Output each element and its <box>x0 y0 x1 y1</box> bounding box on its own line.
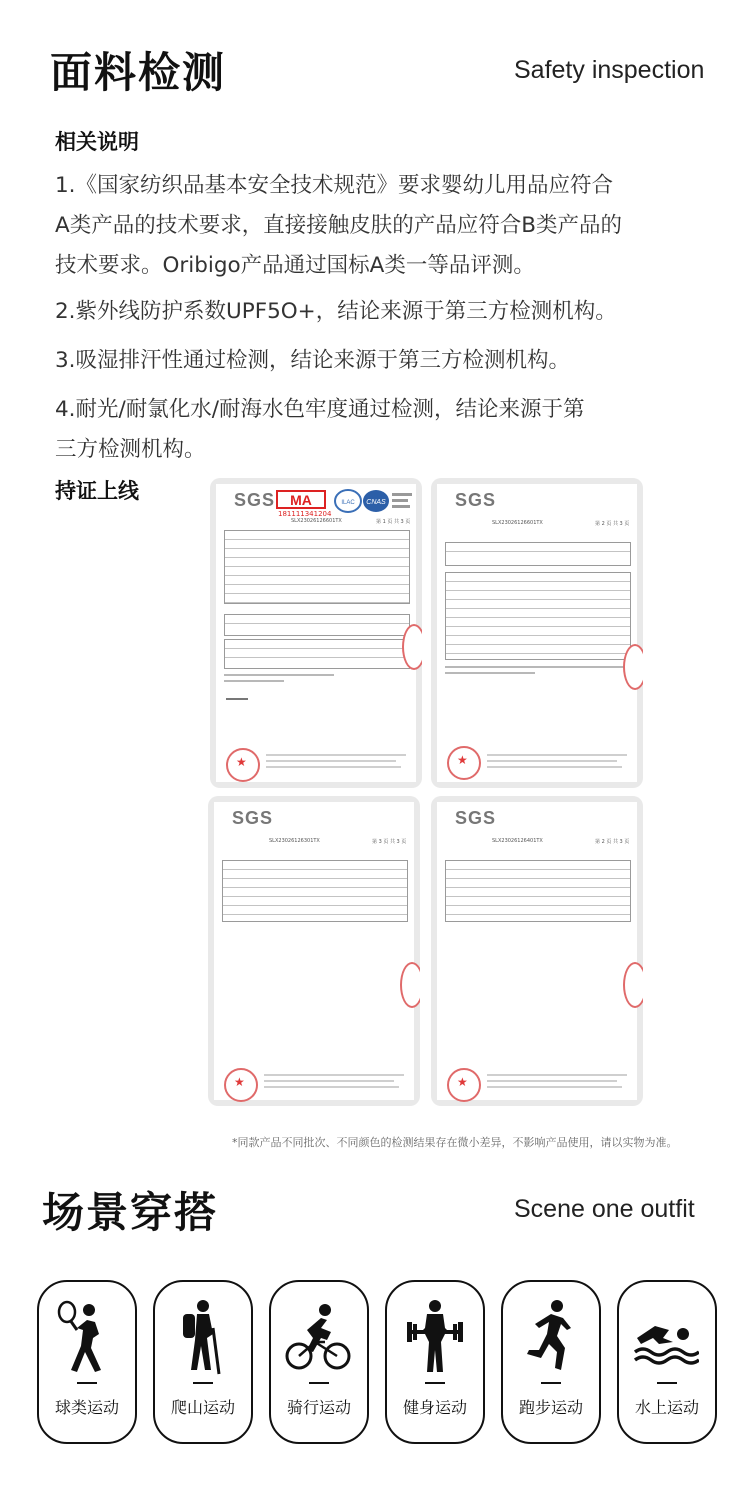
report-number: SLX23026126401TX <box>492 838 543 844</box>
sport-label: 跑步运动 <box>518 1398 583 1417</box>
red-stamp-icon <box>447 746 481 780</box>
disclaimer-note: *同款产品不同批次、不同颜色的检测结果存在微小差异，不影响产品使用，请以实物为准。 <box>232 1136 678 1149</box>
point-4-line-1: 4.耐光/耐氯化水/耐海水色牢度通过检测，结论来源于第 <box>55 397 585 422</box>
red-stamp-icon <box>224 1068 258 1102</box>
scene-title: 场景穿搭 <box>42 1188 219 1237</box>
svg-text:CNAS: CNAS <box>366 499 386 506</box>
report-table <box>224 530 410 604</box>
svg-text:ILAC: ILAC <box>341 500 355 506</box>
sgs-logo: SGS <box>232 808 274 828</box>
sport-card-running <box>501 1280 601 1444</box>
explain-heading: 相关说明 <box>55 130 139 154</box>
weightlifter-icon <box>405 1298 465 1378</box>
results-table <box>445 860 631 922</box>
point-1-line-1: 1.《国家纺织品基本安全技术规范》要求婴幼儿用品应符合 <box>55 173 614 198</box>
svg-text:MA: MA <box>290 492 312 508</box>
certificate-page-2 <box>431 478 643 788</box>
safety-title: 面料检测 <box>50 48 227 97</box>
page-number: 第 3 页 共 3 页 <box>372 839 407 845</box>
scene-subtitle: Scene one outfit <box>514 1195 695 1223</box>
page-number: 第 1 页 共 3 页 <box>376 519 411 525</box>
point-2: 2.紫外线防护系数UPF5O+，结论来源于第三方检测机构。 <box>55 299 617 324</box>
sport-card-water <box>617 1280 717 1444</box>
certificate-page-1 <box>210 478 422 788</box>
point-3: 3.吸湿排汗性通过检测，结论来源于第三方检测机构。 <box>55 348 571 373</box>
point-1-line-2: A类产品的技术要求，直接接触皮肤的产品应符合B类产品的 <box>55 213 622 238</box>
sgs-logo: SGS <box>455 490 497 510</box>
cert-heading: 持证上线 <box>55 479 139 503</box>
report-number: SLX23026126301TX <box>269 838 320 844</box>
cyclist-icon <box>285 1298 351 1378</box>
page-number: 第 2 页 共 3 页 <box>595 521 630 527</box>
point-4-line-2: 三方检测机构。 <box>55 437 206 462</box>
page-number: 第 2 页 共 3 页 <box>595 839 630 845</box>
point-1-line-3: 技术要求。Oribigo产品通过国标A类一等品评测。 <box>55 253 535 278</box>
sport-card-fitness <box>385 1280 485 1444</box>
accreditation-logos-icon <box>334 488 414 514</box>
report-number: SLX23026126601TX <box>492 520 543 526</box>
ma-number: 181111341204 <box>278 510 332 518</box>
explanation-text <box>55 166 735 470</box>
sport-card-ball <box>37 1280 137 1444</box>
sport-label: 爬山运动 <box>170 1398 235 1417</box>
runner-icon <box>521 1298 581 1378</box>
sgs-logo: SGS <box>455 808 497 828</box>
certificate-page-3 <box>208 796 420 1106</box>
swimmer-icon <box>633 1298 699 1378</box>
sport-card-cycling <box>269 1280 369 1444</box>
results-table <box>222 860 408 922</box>
report-number: SLX23026126601TX <box>291 518 342 524</box>
sport-card-hiking <box>153 1280 253 1444</box>
red-stamp-icon <box>447 1068 481 1102</box>
results-table <box>445 572 631 660</box>
sport-label: 水上运动 <box>634 1398 699 1417</box>
tennis-player-icon <box>57 1298 117 1378</box>
sgs-logo: SGS <box>234 490 276 510</box>
sport-label: 健身运动 <box>402 1398 467 1417</box>
red-stamp-icon <box>226 748 260 782</box>
certificate-page-4 <box>431 796 643 1106</box>
safety-subtitle: Safety inspection <box>514 56 705 84</box>
sport-label: 骑行运动 <box>286 1398 351 1417</box>
hiker-icon <box>173 1298 233 1378</box>
sport-label: 球类运动 <box>54 1398 119 1417</box>
